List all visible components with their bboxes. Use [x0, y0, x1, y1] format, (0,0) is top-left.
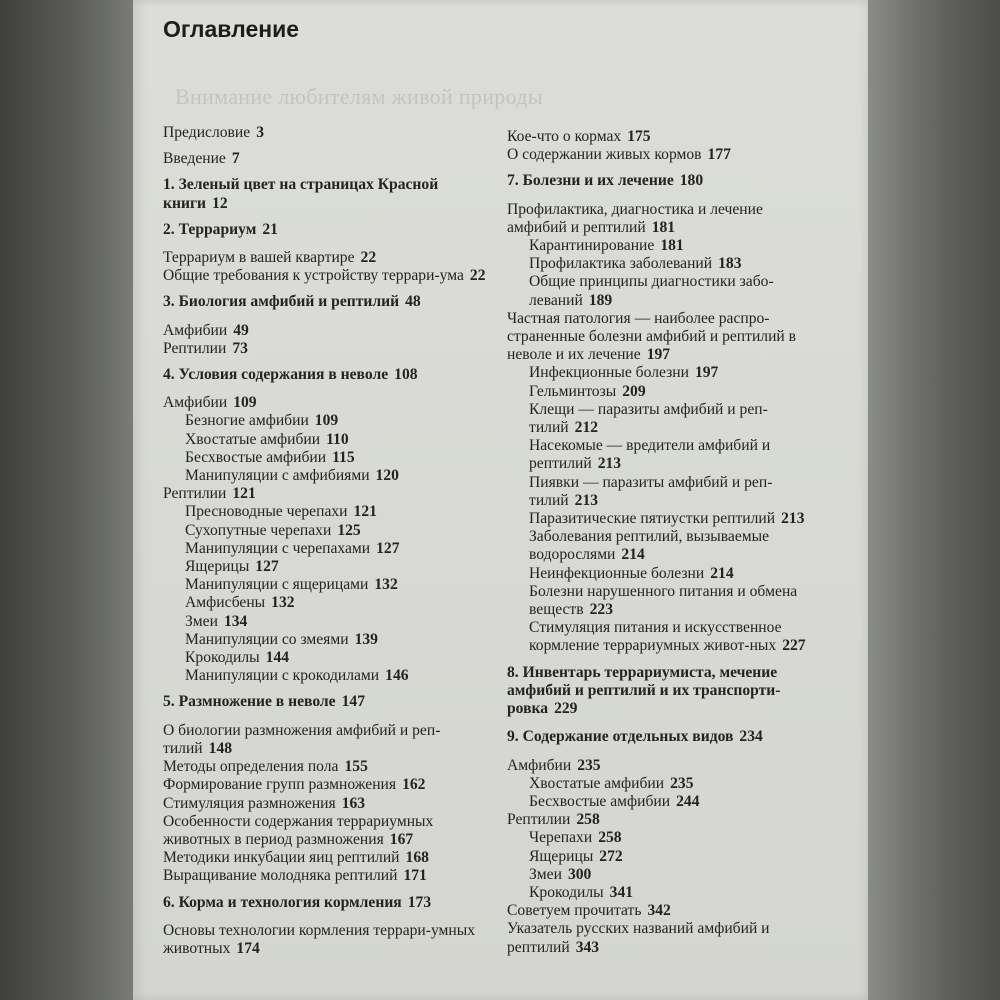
toc-page-number: 181 — [660, 237, 684, 255]
toc-entry-title: Крокодилы — [529, 883, 604, 901]
toc-chapter — [163, 693, 500, 711]
toc-page-number: 120 — [375, 467, 399, 485]
toc-page-number: 171 — [403, 867, 427, 885]
toc-chapter — [163, 293, 500, 311]
toc-entry-title: Введение — [163, 150, 226, 168]
toc-spacer — [507, 191, 807, 201]
toc-spacer — [507, 656, 807, 664]
toc-entry-title: Амфибии — [507, 756, 572, 774]
toc-subsection — [163, 540, 500, 558]
toc-entry-title: Клещи — паразиты амфибий и реп-тилий — [529, 400, 768, 437]
toc-entry-title: Стимуляция питания и искусственное кормление террариумных живот-ных — [529, 619, 782, 655]
toc-subsection — [163, 576, 500, 594]
toc-subsection — [163, 503, 500, 521]
toc-entry-title: Общие требования к устройству террари-ума — [163, 267, 464, 285]
toc-page-number: 214 — [621, 546, 645, 564]
toc-page-number: 197 — [694, 364, 719, 382]
toc-subsection — [507, 474, 807, 510]
toc-entry-title: Пиявки — паразиты амфибий и реп-тилий — [529, 473, 773, 509]
toc-entry-title: Методики инкубации яиц рептилий — [163, 849, 400, 867]
toc-chapter — [507, 664, 807, 719]
toc-page-number: 341 — [609, 883, 634, 901]
toc-entry-title: Бесхвостые амфибии — [529, 792, 671, 810]
toc-spacer — [163, 712, 500, 722]
toc-entry-title: Профилактика заболеваний — [529, 255, 713, 273]
toc-page-number: 174 — [236, 939, 260, 957]
toc-entry-title: Змеи — [529, 865, 562, 883]
toc-section — [163, 722, 500, 758]
toc-spacer — [163, 886, 500, 894]
toc-entry-title: Насекомые — вредители амфибий и рептилий — [529, 437, 771, 473]
toc-subsection — [163, 594, 500, 612]
toc-entry-title: Болезни нарушенного питания и обмена веществ — [529, 582, 798, 619]
toc-page-number: 244 — [676, 792, 700, 810]
toc-subsection — [163, 649, 500, 667]
toc-page-number: 213 — [574, 491, 599, 509]
toc-page-number: 213 — [597, 455, 622, 473]
toc-entry-title: Советуем прочитать — [507, 902, 642, 920]
toc-entry-title: 9. Содержание отдельных видов — [507, 728, 734, 746]
toc-subsection — [507, 383, 807, 401]
toc-page-number: 109 — [314, 412, 339, 430]
toc-spacer — [163, 358, 500, 366]
toc-subsection — [507, 255, 807, 273]
toc-entry-title: Пресноводные черепахи — [185, 503, 348, 521]
toc-entry-title: Амфибии — [163, 321, 228, 339]
toc-subsection — [507, 775, 807, 793]
toc-page-number: 121 — [353, 503, 377, 521]
toc-page-number: 272 — [599, 847, 623, 865]
toc-section — [163, 267, 500, 285]
toc-subsection — [163, 449, 500, 467]
toc-page-number: 22 — [360, 249, 377, 267]
toc-subsection — [507, 866, 807, 884]
toc-subsection — [163, 631, 500, 649]
toc-chapter — [507, 728, 807, 746]
toc-entry-title: Стимуляция размножения — [163, 794, 336, 812]
toc-section — [163, 394, 500, 412]
toc-chapter — [163, 366, 500, 384]
toc-entry-title: О содержании живых кормов — [507, 146, 702, 164]
toc-section — [507, 146, 807, 164]
toc-section — [163, 124, 500, 142]
toc-page-number: 48 — [405, 293, 421, 311]
toc-section — [163, 758, 500, 776]
toc-entry-title: Выращивание молодняка рептилий — [163, 867, 398, 885]
toc-page-number: 115 — [332, 448, 355, 466]
toc-entry-title: Безногие амфибии — [185, 412, 309, 430]
toc-page-number: 173 — [407, 893, 432, 911]
toc-page-number: 109 — [233, 394, 257, 412]
toc-page-number: 134 — [223, 612, 248, 630]
toc-page-number: 127 — [255, 558, 279, 576]
toc-page-number: 3 — [256, 124, 264, 141]
background-left — [0, 0, 135, 1000]
toc-entry-title: Манипуляции с крокодилами — [185, 667, 380, 685]
toc-page-number: 144 — [265, 649, 290, 667]
toc-subsection — [507, 884, 807, 902]
toc-entry-title: 2. Террариум — [163, 220, 257, 238]
toc-entry-title: Инфекционные болезни — [529, 364, 689, 382]
toc-spacer — [163, 384, 500, 394]
toc-page-number: 180 — [679, 172, 704, 190]
toc-entry-title: Рептилии — [163, 485, 227, 503]
toc-subsection — [507, 528, 807, 564]
toc-subsection — [163, 667, 500, 685]
toc-section — [163, 322, 500, 340]
toc-page-number: 108 — [394, 366, 418, 384]
toc-page-number: 132 — [374, 576, 398, 594]
toc-entry-title: Ящерицы — [529, 847, 594, 865]
toc-entry-title: Общие принципы диагностики забо-леваний — [529, 273, 774, 309]
toc-entry-title: Кое-что о кормах — [507, 128, 622, 145]
toc-page-number: 21 — [262, 220, 278, 238]
toc-subsection — [163, 558, 500, 576]
toc-entry-title: Хвостатые амфибии — [529, 774, 665, 792]
toc-page-number: 235 — [577, 756, 601, 774]
toc-entry-title: Заболевания рептилий, вызываемые водорослями — [529, 528, 770, 564]
toc-page-number: 258 — [598, 829, 622, 847]
toc-page-number: 235 — [670, 774, 694, 792]
toc-entry-title: Особенности содержания террариумных животных в период размножения — [163, 812, 434, 848]
toc-section — [507, 310, 807, 365]
toc-section — [507, 902, 807, 920]
toc-page-number: 7 — [231, 150, 240, 168]
toc-entry-title: Рептилии — [507, 811, 571, 829]
toc-spacer — [163, 168, 500, 176]
toc-page-number: 209 — [622, 382, 646, 400]
toc-entry-title: Неинфекционные болезни — [529, 564, 705, 582]
toc-subsection — [507, 401, 807, 437]
toc-entry-title: Амфисбены — [185, 594, 266, 612]
toc-subsection — [507, 848, 807, 866]
toc-entry-title: 3. Биология амфибий и рептилий — [163, 293, 400, 311]
toc-section — [507, 920, 807, 956]
toc-entry-title: 8. Инвентарь террариумиста, мечение амфибий и рептилий и их транспорти-ровка — [507, 663, 781, 718]
toc-section — [163, 776, 500, 794]
toc-page-number: 175 — [627, 128, 651, 145]
toc-entry-title: 5. Размножение в неволе — [163, 693, 336, 711]
toc-entry-title: Основы технологии кормления террари-умных животных — [163, 921, 476, 957]
toc-spacer — [163, 312, 500, 322]
toc-page-number: 212 — [574, 419, 599, 437]
toc-entry-title: О биологии размножения амфибий и реп-тилий — [163, 721, 441, 757]
toc-entry-title: Сухопутные черепахи — [185, 521, 332, 539]
toc-section — [507, 201, 807, 237]
toc-entry-title: Ящерицы — [185, 558, 250, 576]
toc-page-number: 167 — [389, 830, 414, 848]
toc-entry-title: Амфибии — [163, 394, 228, 412]
toc-page-number: 22 — [469, 267, 486, 285]
toc-spacer — [163, 285, 500, 293]
toc-chapter — [507, 172, 807, 190]
toc-entry-title: Манипуляции с черепахами — [185, 539, 371, 557]
toc-section — [163, 795, 500, 813]
toc-page-number: 49 — [233, 321, 249, 339]
toc-entry-title: Манипуляции со змеями — [185, 630, 349, 648]
toc-page-number: 189 — [588, 291, 613, 309]
toc-page-number: 223 — [589, 601, 613, 619]
toc-spacer — [163, 142, 500, 150]
toc-subsection — [163, 613, 500, 631]
toc-page-number: 127 — [376, 539, 400, 557]
toc-section — [507, 811, 807, 829]
toc-page-number: 343 — [575, 938, 600, 956]
toc-page-number: 148 — [208, 739, 233, 757]
toc-section — [163, 813, 500, 849]
toc-chapter — [163, 221, 500, 239]
toc-page-number: 110 — [326, 430, 349, 448]
toc-entry-title: 4. Условия содержания в неволе — [163, 366, 389, 384]
toc-page-number: 147 — [341, 693, 365, 711]
toc-section — [163, 249, 500, 267]
toc-subsection — [163, 412, 500, 430]
toc-page-number: 139 — [354, 630, 378, 648]
toc-page-number: 227 — [782, 637, 806, 655]
toc-page-number: 183 — [718, 255, 742, 273]
toc-entry-title: Рептилии — [163, 339, 227, 357]
toc-column-left — [163, 124, 500, 958]
toc-spacer — [507, 164, 807, 172]
toc-spacer — [163, 213, 500, 221]
toc-subsection — [507, 583, 807, 619]
toc-entry-title: Частная патология — наиболее распро-страненные болезни амфибий и рептилий в неволе и их лечение — [507, 309, 797, 364]
toc-page-number: 168 — [405, 849, 429, 867]
toc-page-number: 121 — [232, 485, 256, 503]
toc-entry-title: Манипуляции с ящерицами — [185, 576, 369, 594]
toc-column-right — [507, 128, 807, 957]
toc-entry-title: Карантинирование — [529, 237, 655, 255]
toc-spacer — [163, 685, 500, 693]
toc-page-number: 146 — [385, 667, 409, 685]
toc-page-number: 300 — [567, 865, 592, 883]
toc-subsection — [507, 829, 807, 847]
toc-page-number: 342 — [647, 902, 671, 920]
toc-subsection — [507, 510, 807, 528]
toc-subsection — [507, 619, 807, 655]
toc-page-number: 132 — [271, 594, 295, 612]
toc-section — [163, 340, 500, 358]
toc-entry-title: Формирование групп размножения — [163, 776, 397, 794]
toc-spacer — [163, 912, 500, 922]
toc-subsection — [163, 431, 500, 449]
toc-entry-title: Террариум в вашей квартире — [163, 249, 355, 267]
toc-subsection — [163, 467, 500, 485]
toc-entry-title: Предисловие — [163, 124, 251, 141]
toc-page-number: 155 — [344, 758, 368, 776]
toc-entry-title: Гельминтозы — [529, 382, 617, 400]
toc-entry-title: Крокодилы — [185, 649, 260, 667]
toc-spacer — [507, 747, 807, 757]
toc-entry-title: Черепахи — [529, 829, 593, 847]
toc-chapter — [163, 176, 500, 212]
toc-section — [507, 128, 807, 146]
toc-section — [163, 922, 500, 958]
toc-page-number: 125 — [337, 521, 361, 539]
toc-entry-title: Змеи — [185, 612, 218, 630]
toc-entry-title: Указатель русских названий амфибий и рептилий — [507, 920, 770, 956]
toc-page-number: 197 — [646, 346, 671, 364]
toc-entry-title: Хвостатые амфибии — [185, 430, 321, 448]
toc-page-number: 213 — [781, 510, 805, 528]
toc-page-number: 214 — [710, 564, 734, 582]
bleed-through-text: Внимание любителям живой природы — [175, 84, 543, 109]
toc-subsection — [163, 522, 500, 540]
toc-page-number: 258 — [576, 811, 600, 829]
toc-entry-title: Бесхвостые амфибии — [185, 448, 327, 466]
toc-section — [507, 757, 807, 775]
toc-spacer — [507, 718, 807, 728]
toc-chapter — [163, 894, 500, 912]
toc-spacer — [163, 239, 500, 249]
toc-page-number: 12 — [212, 194, 228, 212]
toc-section — [163, 867, 500, 885]
toc-subsection — [507, 364, 807, 382]
toc-entry-title: Манипуляции с амфибиями — [185, 467, 370, 485]
toc-section — [163, 849, 500, 867]
toc-page-number: 229 — [554, 700, 578, 718]
toc-entry-title: Методы определения пола — [163, 758, 339, 776]
page-title: Оглавление — [163, 16, 300, 42]
toc-entry-title: 1. Зеленый цвет на страницах Красной книги — [163, 176, 439, 212]
toc-subsection — [507, 565, 807, 583]
toc-subsection — [507, 437, 807, 473]
toc-entry-title: Профилактика, диагностика и лечение амфибий и рептилий — [507, 200, 763, 236]
toc-page-number: 73 — [232, 339, 248, 357]
toc-page-number: 177 — [707, 146, 731, 164]
toc-page-number: 163 — [341, 794, 366, 812]
toc-page-number: 162 — [402, 776, 426, 794]
toc-subsection — [507, 273, 807, 309]
toc-entry-title: Паразитические пятиустки рептилий — [529, 510, 776, 528]
toc-section — [163, 485, 500, 503]
toc-entry-title: 7. Болезни и их лечение — [507, 172, 674, 190]
toc-page-number: 181 — [651, 218, 676, 236]
toc-subsection — [507, 237, 807, 255]
toc-entry-title: 6. Корма и технология кормления — [163, 893, 402, 911]
background-right — [867, 0, 1000, 1000]
toc-section — [163, 150, 500, 168]
toc-page-number: 234 — [739, 728, 763, 746]
toc-subsection — [507, 793, 807, 811]
